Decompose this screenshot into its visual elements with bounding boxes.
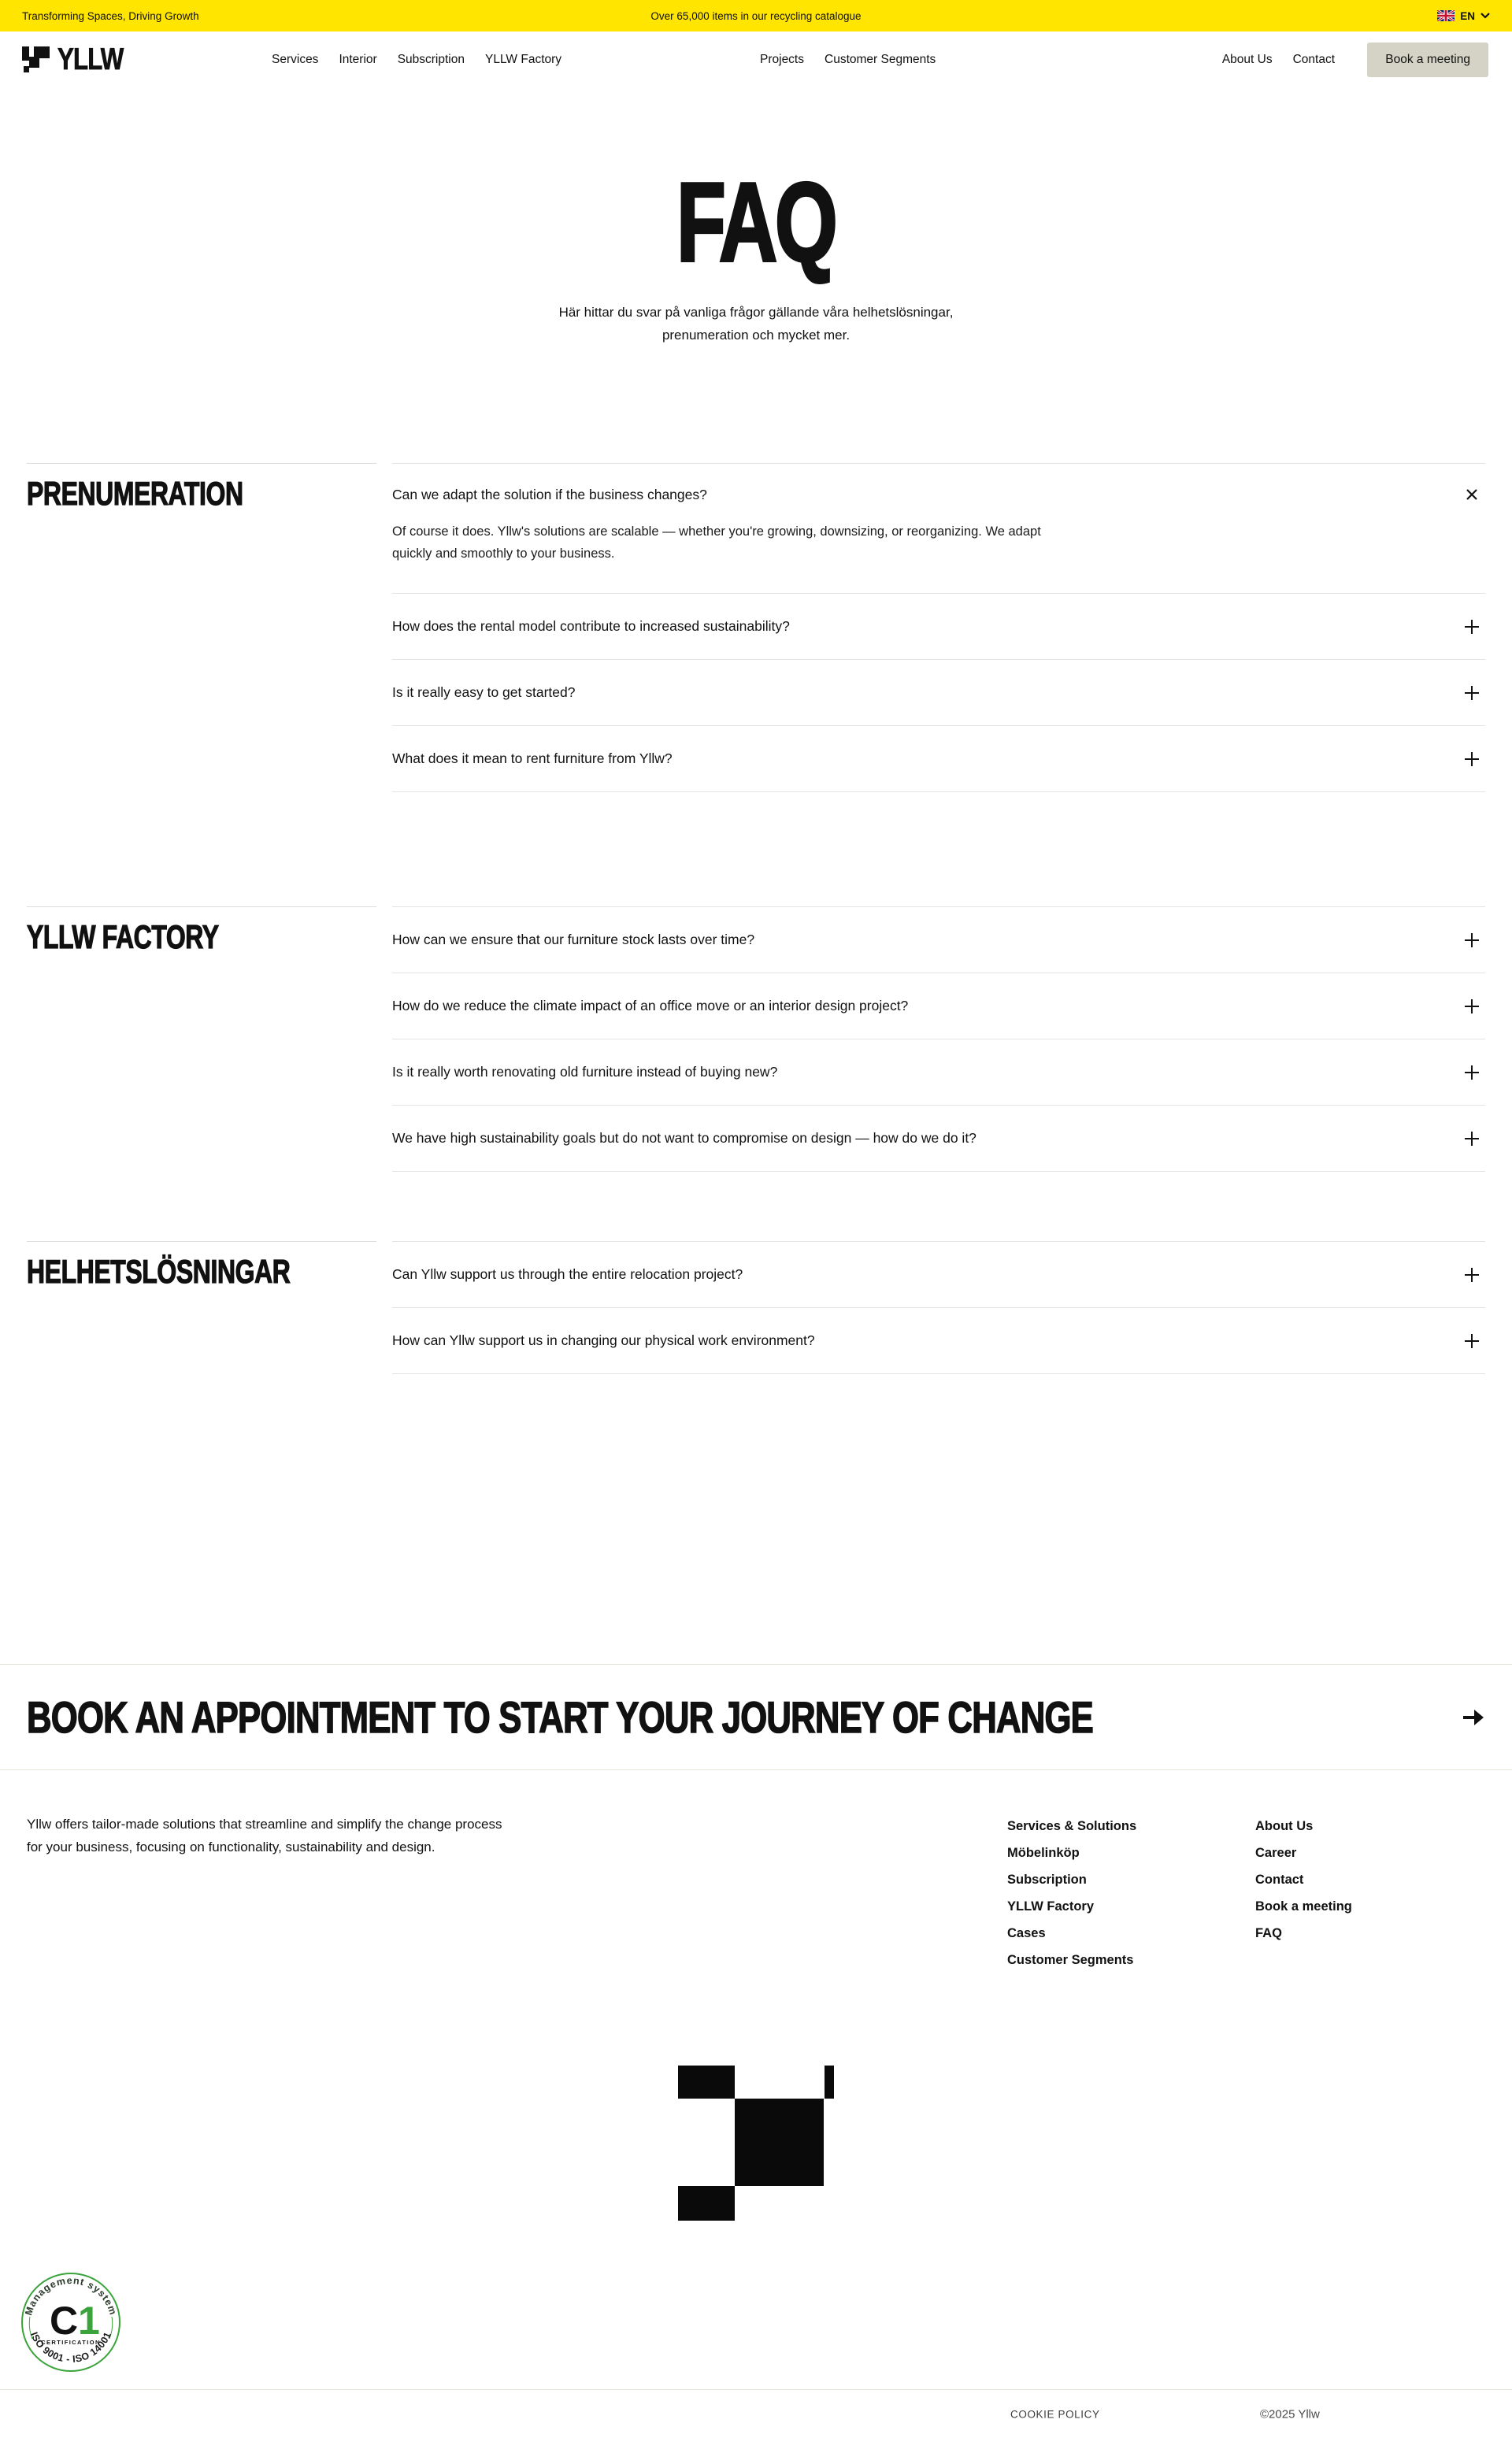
faq-answer: Of course it does. Yllw's solutions are scalable — whether you're growing, downsizing, or reorganizing. We adapt quickly and smoothly to your business.: [392, 524, 1041, 561]
nav-item[interactable]: About Us: [1221, 53, 1273, 66]
faq-item[interactable]: [392, 907, 1485, 973]
footer-description: Yllw offers tailor-made solutions that streamline and simplify the change process for your business, focusing on functionality, sustainability and design.: [27, 1817, 502, 1854]
footer-link-item: [1007, 1840, 1255, 1866]
footer-link-item: [1255, 1840, 1485, 1866]
copyright-text: ©2025 Yllw: [1260, 2407, 1320, 2421]
plus-icon[interactable]: [1463, 684, 1480, 702]
faq-question[interactable]: Can we adapt the solution if the business changes?: [392, 486, 707, 502]
nav-item[interactable]: Customer Segments: [825, 53, 936, 66]
faq-section: [27, 1241, 1485, 1374]
certification-badge: [20, 2271, 1512, 2377]
footer-link[interactable]: Cases: [1007, 1926, 1046, 1940]
book-a-meeting-button[interactable]: Book a meeting: [1367, 43, 1488, 77]
nav-item[interactable]: YLLW Factory: [484, 53, 562, 66]
footer-link[interactable]: Book a meeting: [1255, 1899, 1352, 1914]
footer-link[interactable]: Möbelinköp: [1007, 1846, 1080, 1860]
yllw-logo[interactable]: [22, 43, 139, 77]
announcement-left-text: Transforming Spaces, Driving Growth: [22, 9, 199, 22]
faq-item[interactable]: [392, 1242, 1485, 1308]
footer-link[interactable]: Contact: [1255, 1873, 1304, 1887]
badge-c: C: [50, 2299, 79, 2343]
faq-item[interactable]: [392, 660, 1485, 726]
faq-question[interactable]: We have high sustainability goals but do not want to compromise on design — how do we do it?: [392, 1130, 976, 1146]
faq-question[interactable]: How can we ensure that our furniture stock lasts over time?: [392, 932, 755, 947]
footer-links-company: [1255, 1813, 1485, 1947]
footer-link-item: [1255, 1893, 1485, 1920]
faq-question[interactable]: Can Yllw support us through the entire relocation project?: [392, 1266, 743, 1282]
announcement-center-text: Over 65,000 items in our recycling catalogue: [650, 9, 862, 22]
hero-subtitle-line1: Här hittar du svar på vanliga frågor gällande våra helhetslösningar,: [558, 305, 954, 320]
faq-item[interactable]: [392, 1106, 1485, 1172]
footer-link[interactable]: Customer Segments: [1007, 1953, 1134, 1967]
faq-section-heading-col: [27, 463, 376, 792]
footer-links-services: [1007, 1813, 1255, 1973]
faq-item-list: [392, 463, 1485, 792]
faq-sections: [0, 463, 1512, 1374]
arrow-right-icon[interactable]: [1462, 1707, 1485, 1728]
footer-link[interactable]: FAQ: [1255, 1926, 1282, 1940]
faq-question[interactable]: How does the rental model contribute to increased sustainability?: [392, 618, 790, 634]
footer-link[interactable]: About Us: [1255, 1819, 1314, 1833]
footer-link-item: [1007, 1893, 1255, 1920]
faq-question[interactable]: How can Yllw support us in changing our physical work environment?: [392, 1332, 815, 1348]
faq-item-expanded[interactable]: [392, 464, 1485, 594]
legal-bar: [0, 2389, 1512, 2438]
faq-item[interactable]: [392, 726, 1485, 792]
footer-link[interactable]: YLLW Factory: [1007, 1899, 1095, 1914]
yllw-wordmark: YLLW: [57, 43, 124, 76]
footer-link-item: [1007, 1866, 1255, 1893]
faq-question[interactable]: What does it mean to rent furniture from Yllw?: [392, 750, 673, 766]
plus-icon[interactable]: [1463, 1130, 1480, 1147]
close-icon[interactable]: [1463, 486, 1480, 503]
plus-icon[interactable]: [1463, 1266, 1480, 1284]
faq-section-heading-col: [27, 906, 376, 1172]
footer-link-item: [1007, 1813, 1255, 1840]
nav-item[interactable]: Contact: [1292, 53, 1335, 66]
footer-link[interactable]: Subscription: [1007, 1873, 1087, 1887]
book-appointment-title: BOOK AN APPOINTMENT TO START YOUR JOURNEY OF CHANGE: [27, 1692, 1094, 1742]
faq-item[interactable]: [392, 1039, 1485, 1106]
footer-link[interactable]: Services & Solutions: [1007, 1819, 1137, 1833]
nav-group-center: [760, 53, 936, 67]
footer-link[interactable]: Career: [1255, 1846, 1297, 1860]
plus-icon[interactable]: [1463, 1064, 1480, 1081]
faq-question[interactable]: How do we reduce the climate impact of an office move or an interior design project?: [392, 998, 909, 1013]
nav-item[interactable]: Interior: [339, 53, 377, 66]
footer-link-item: [1255, 1920, 1485, 1947]
footer: [0, 1770, 1512, 1973]
faq-section-heading: YLLW FACTORY: [27, 918, 219, 955]
main-nav: [0, 31, 1512, 88]
cookie-policy-link[interactable]: COOKIE POLICY: [1010, 2408, 1100, 2420]
footer-link-item: [1255, 1813, 1485, 1840]
yllw-footer-logo-mark: [678, 2066, 834, 2221]
faq-item[interactable]: [392, 594, 1485, 660]
faq-section: [27, 906, 1485, 1172]
faq-hero: [0, 160, 1512, 346]
book-appointment-banner[interactable]: [0, 1664, 1512, 1770]
badge-certification-text: CERTIFICATION: [41, 2339, 101, 2346]
faq-question[interactable]: Is it really worth renovating old furniture instead of buying new?: [392, 1064, 778, 1080]
yllw-logo-icon: [22, 46, 50, 73]
footer-link-item: [1007, 1947, 1255, 1973]
faq-item-list: [392, 906, 1485, 1172]
faq-section-heading: HELHETSLÖSNINGAR: [27, 1253, 291, 1290]
nav-group-right: [1222, 53, 1335, 67]
faq-item[interactable]: [392, 973, 1485, 1039]
faq-section-heading-col: [27, 1241, 376, 1374]
plus-icon[interactable]: [1463, 618, 1480, 635]
hero-subtitle-line2: prenumeration och mycket mer.: [662, 328, 850, 343]
faq-section-heading: PRENUMERATION: [27, 475, 243, 512]
footer-link-item: [1007, 1920, 1255, 1947]
nav-item[interactable]: Projects: [760, 53, 804, 66]
nav-group-left: [272, 53, 561, 67]
badge-1: 1: [78, 2299, 100, 2343]
plus-icon[interactable]: [1463, 932, 1480, 949]
language-label: EN: [1460, 9, 1475, 22]
plus-icon[interactable]: [1463, 750, 1480, 768]
badge-top-text: Management system: [23, 2274, 119, 2317]
plus-icon[interactable]: [1463, 1332, 1480, 1350]
nav-item[interactable]: Subscription: [397, 53, 465, 66]
faq-item-list: [392, 1241, 1485, 1374]
page-title: FAQ: [676, 160, 836, 285]
faq-item[interactable]: [392, 1308, 1485, 1374]
announcement-bar: [0, 0, 1512, 31]
nav-item[interactable]: Services: [272, 53, 319, 66]
faq-section: [27, 463, 1485, 792]
footer-link-item: [1255, 1866, 1485, 1893]
faq-question[interactable]: Is it really easy to get started?: [392, 684, 576, 700]
plus-icon[interactable]: [1463, 998, 1480, 1015]
badge-bottom-text: ISO 9001 - ISO 14001: [28, 2330, 113, 2366]
